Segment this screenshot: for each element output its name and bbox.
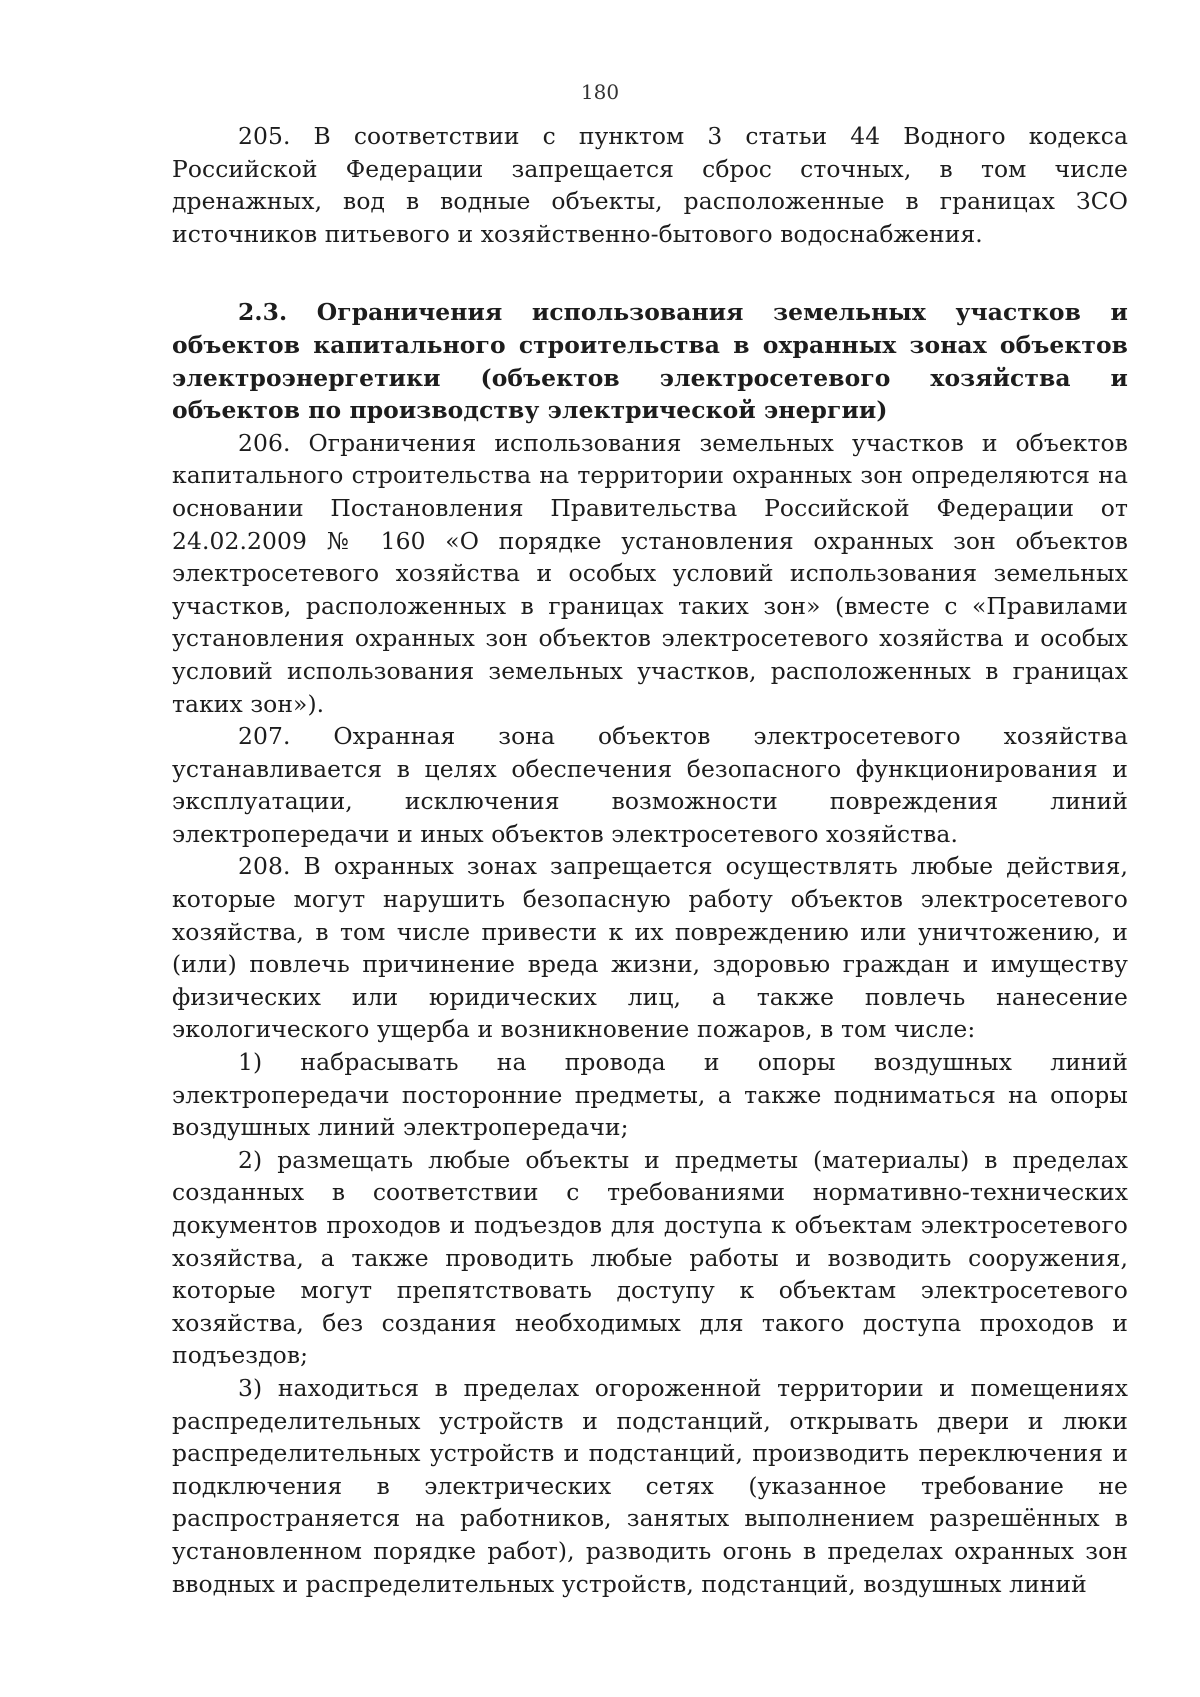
paragraph-205: 205. В соответствии с пунктом 3 статьи 44 Водного кодекса Российской Федерации запрещается сброс сточных, в том числе дренажных, вод в водные объекты, расположенные в границах ЗСО источников питьевого и хозяйственно-бытового водоснабжения.: [172, 122, 1128, 248]
section-heading-2-3: 2.3. Ограничения использования земельных участков и объектов капитального строительства в охранных зонах объектов электроэнергетики (объектов электросетевого хозяйства и объектов по производству электрической энергии): [172, 298, 1128, 425]
paragraph-207: 207. Охранная зона объектов электросетевого хозяйства устанавливается в целях обеспечения безопасного функционирования и эксплуатации, исключения возможности повреждения линий электропередачи и иных объектов электросетевого хозяйства.: [172, 722, 1128, 848]
page-number: 180: [580, 80, 620, 104]
paragraph-208: 208. В охранных зонах запрещается осуществлять любые действия, которые могут нарушить безопасную работу объектов электросетевого хозяйства, в том числе привести к их повреждению или уничтожению, и (или) повлечь причинение вреда жизни, здоровью граждан и имуществу физических или юридических лиц, а также повлечь нанесение экологического ущерба и возникновение пожаров, в том числе:: [172, 852, 1128, 1044]
list-item-3: 3) находиться в пределах огороженной территории и помещениях распределительных устройств и подстанций, открывать двери и люки распределительных устройств и подстанций, производить переключения и подключения в электрических сетях (указанное требование не распространяется на работников, занятых выполнением разрешённых в установленном порядке работ), разводить огонь в пределах охранных зон вводных и распределительных устройств, подстанций, воздушных линий: [172, 1373, 1128, 1598]
list-item-1: 1) набрасывать на провода и опоры воздушных линий электропередачи посторонние предметы, а также подниматься на опоры воздушных линий электропередачи;: [172, 1048, 1128, 1142]
paragraph-206: 206. Ограничения использования земельных участков и объектов капитального строительства на территории охранных зон определяются на основании Постановления Правительства Российской Федерации от 24.02.2009 № 160 «О порядке установления охранных зон объектов электросетевого хозяйства и особых условий использования земельных участков, расположенных в границах таких зон» (вместе с «Правилами установления охранных зон объектов электросетевого хозяйства и особых условий использования земельных участков, расположенных в границах таких зон»).: [172, 428, 1128, 718]
document-body: [172, 120, 1128, 1600]
list-item-2: 2) размещать любые объекты и предметы (материалы) в пределах созданных в соответствии с требованиями нормативно-технических документов проходов и подъездов для доступа к объектам электросетевого хозяйства, а также проводить любые работы и возводить сооружения, которые могут препятствовать доступу к объектам электросетевого хозяйства, без создания необходимых для такого доступа проходов и подъездов;: [172, 1145, 1128, 1370]
